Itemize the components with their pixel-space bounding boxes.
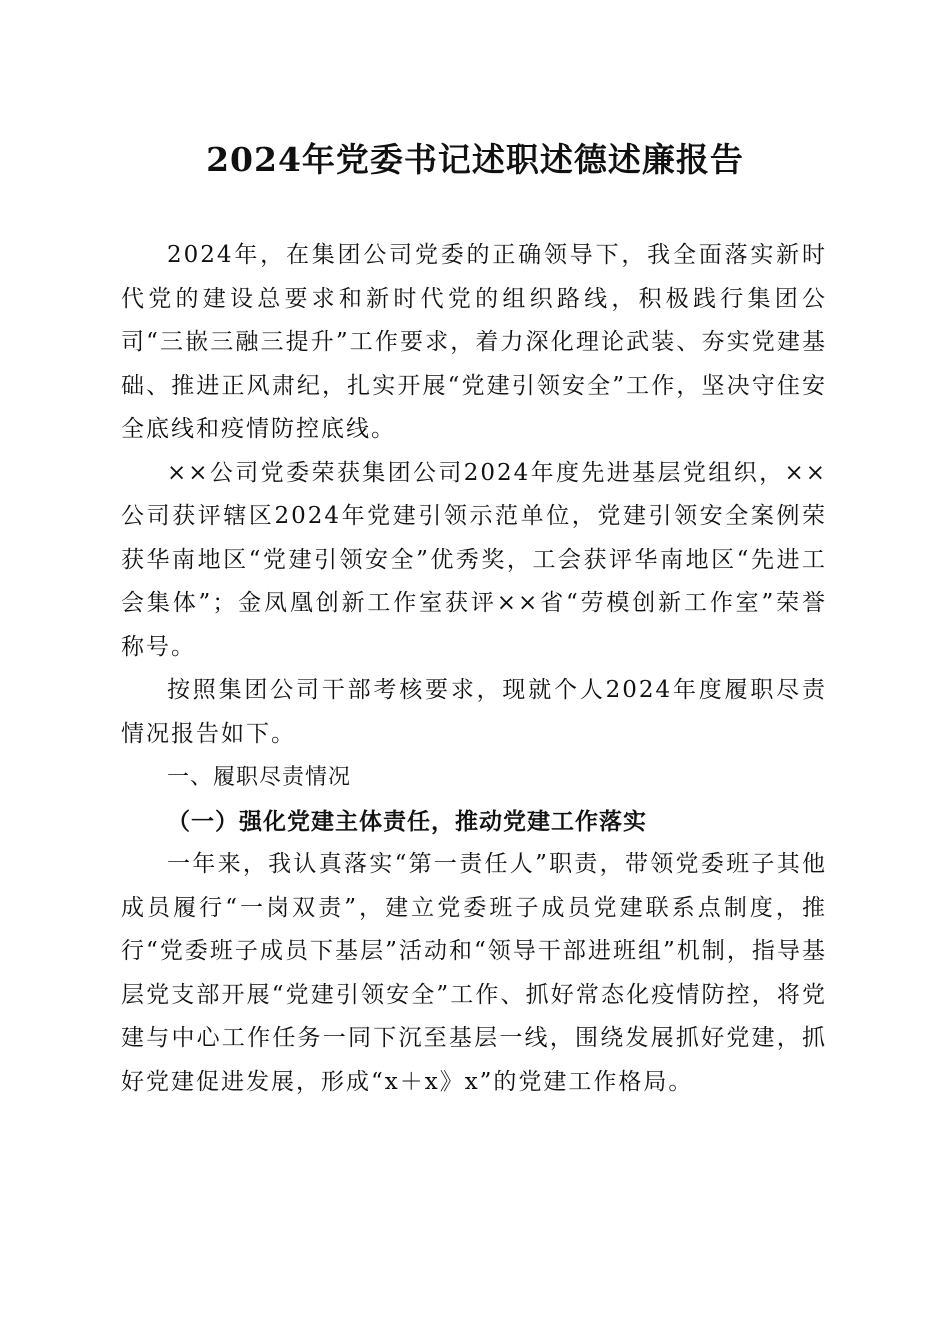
- paragraph-party-building: 一年来，我认真落实“第一责任人”职责，带领党委班子其他成员履行“一岗双责”，建立党委班子成员党建联系点制度，推行“党委班子成员下基层”活动和“领导干部进班组”机制，指导基层党支部开展“党建引领安全”工作、抓好常态化疫情防控，将党建与中心工作任务一同下沉至基层一线，围绕发展抓好党建，抓好党建促进发展，形成“x＋x》x”的党建工作格局。: [121, 851, 827, 1095]
- subsection-heading: （一）强化党建主体责任，推动党建工作落实: [167, 807, 647, 835]
- paragraph-honors: ××公司党委荣获集团公司2024年度先进基层党组织，××公司获评辖区2024年党建引领示范单位，党建引领安全案例荣获华南地区“党建引领安全”优秀奖，工会获评华南地区“先进工会集体”；金凤凰创新工作室获评××省“劳模创新工作室”荣誉称号。: [121, 459, 827, 660]
- document-body: [121, 234, 827, 1104]
- paragraph-report-basis: 按照集团公司干部考核要求，现就个人2024年度履职尽责情况报告如下。: [121, 677, 827, 747]
- section-heading: 一、履职尽责情况: [167, 765, 352, 790]
- document-title: 2024年党委书记述职述德述廉报告: [206, 140, 744, 179]
- paragraph-intro: 2024年，在集团公司党委的正确领导下，我全面落实新时代党的建设总要求和新时代党的组织路线，积极践行集团公司“三嵌三融三提升”工作要求，着力深化理论武装、夯实党建基础、推进正风肃纪，扎实开展“党建引领安全”工作，坚决守住安全底线和疫情防控底线。: [121, 242, 827, 442]
